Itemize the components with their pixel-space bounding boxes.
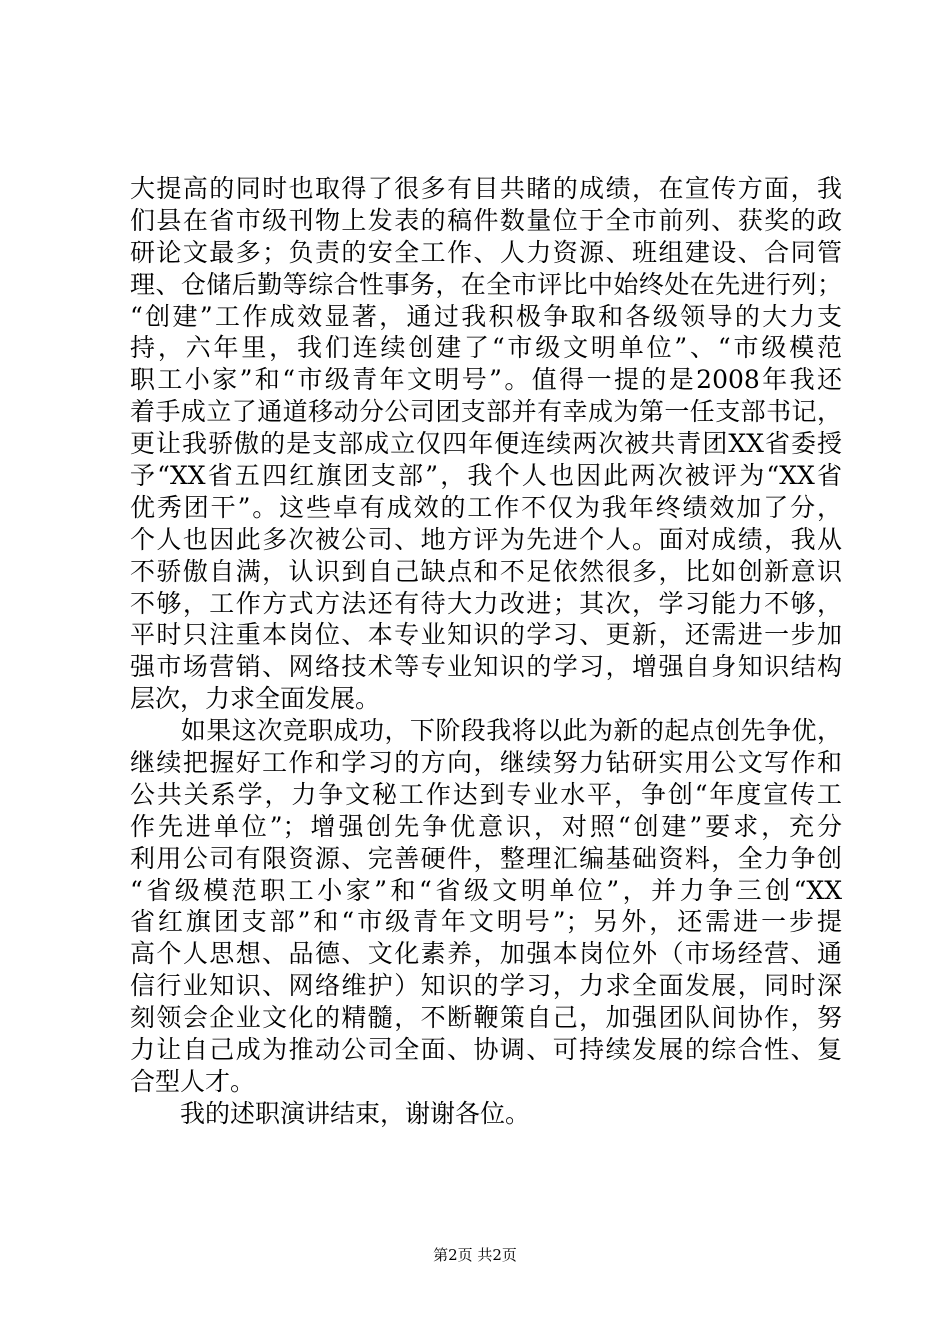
text-line: 利用公司有限资源、完善硬件，整理汇编基础资料，全力争创: [130, 843, 842, 873]
text-line: 职工小家”和“市级青年文明号”。值得一提的是2008年我还: [130, 365, 842, 395]
text-line: 信行业知识、网络维护）知识的学习，力求全面发展，同时深: [130, 971, 842, 1001]
text-line: 予“XX省五四红旗团支部”，我个人也因此两次被评为“XX省: [130, 461, 842, 491]
text-line: 着手成立了通道移动分公司团支部并有幸成为第一任支部书记，: [130, 397, 842, 427]
page-footer: 第2页 共2页: [433, 1246, 517, 1264]
text-line: 我的述职演讲结束，谢谢各位。: [130, 1098, 531, 1128]
text-line: 们县在省市级刊物上发表的稿件数量位于全市前列、获奖的政: [130, 205, 842, 235]
text-line: 公共关系学，力争文秘工作达到专业水平，争创“年度宣传工: [130, 779, 842, 809]
text-line: 如果这次竞职成功，下阶段我将以此为新的起点创先争优，: [130, 716, 842, 746]
text-line: 省红旗团支部”和“市级青年文明号”；另外，还需进一步提: [130, 907, 842, 937]
text-line: 力让自己成为推动公司全面、协调、可持续发展的综合性、复: [130, 1035, 842, 1065]
text-line: “省级模范职工小家”和“省级文明单位”，并力争三创“XX: [130, 875, 842, 905]
text-line: 研论文最多；负责的安全工作、人力资源、班组建设、合同管: [130, 237, 842, 267]
text-line: 强市场营销、网络技术等专业知识的学习，增强自身知识结构: [130, 652, 842, 682]
text-line: 合型人才。: [130, 1066, 256, 1096]
text-line: 刻领会企业文化的精髓，不断鞭策自己，加强团队间协作，努: [130, 1003, 842, 1033]
text-line: 理、仓储后勤等综合性事务，在全市评比中始终处在先进行列；: [130, 269, 842, 299]
text-line: 平时只注重本岗位、本专业知识的学习、更新，还需进一步加: [130, 620, 842, 650]
text-line: 优秀团干”。这些卓有成效的工作不仅为我年终绩效加了分，: [130, 492, 842, 522]
text-line: 更让我骄傲的是支部成立仅四年便连续两次被共青团XX省委授: [130, 429, 842, 459]
text-line: 层次，力求全面发展。: [130, 684, 381, 714]
text-line: 继续把握好工作和学习的方向，继续努力钻研实用公文写作和: [130, 748, 842, 778]
text-line: 作先进单位”；增强创先争优意识，对照“创建”要求，充分: [130, 811, 842, 841]
text-line: “创建”工作成效显著，通过我积极争取和各级领导的大力支: [130, 301, 842, 331]
text-line: 持，六年里，我们连续创建了“市级文明单位”、“市级模范: [130, 333, 842, 363]
document-body: [130, 173, 842, 1130]
text-line: 不够，工作方式方法还有待大力改进；其次，学习能力不够，: [130, 588, 842, 618]
text-line: 个人也因此多次被公司、地方评为先进个人。面对成绩，我从: [130, 524, 842, 554]
text-line: 高个人思想、品德、文化素养，加强本岗位外（市场经营、通: [130, 939, 842, 969]
text-line: 不骄傲自满，认识到自己缺点和不足依然很多，比如创新意识: [130, 556, 842, 586]
text-line: 大提高的同时也取得了很多有目共睹的成绩，在宣传方面，我: [130, 174, 842, 203]
